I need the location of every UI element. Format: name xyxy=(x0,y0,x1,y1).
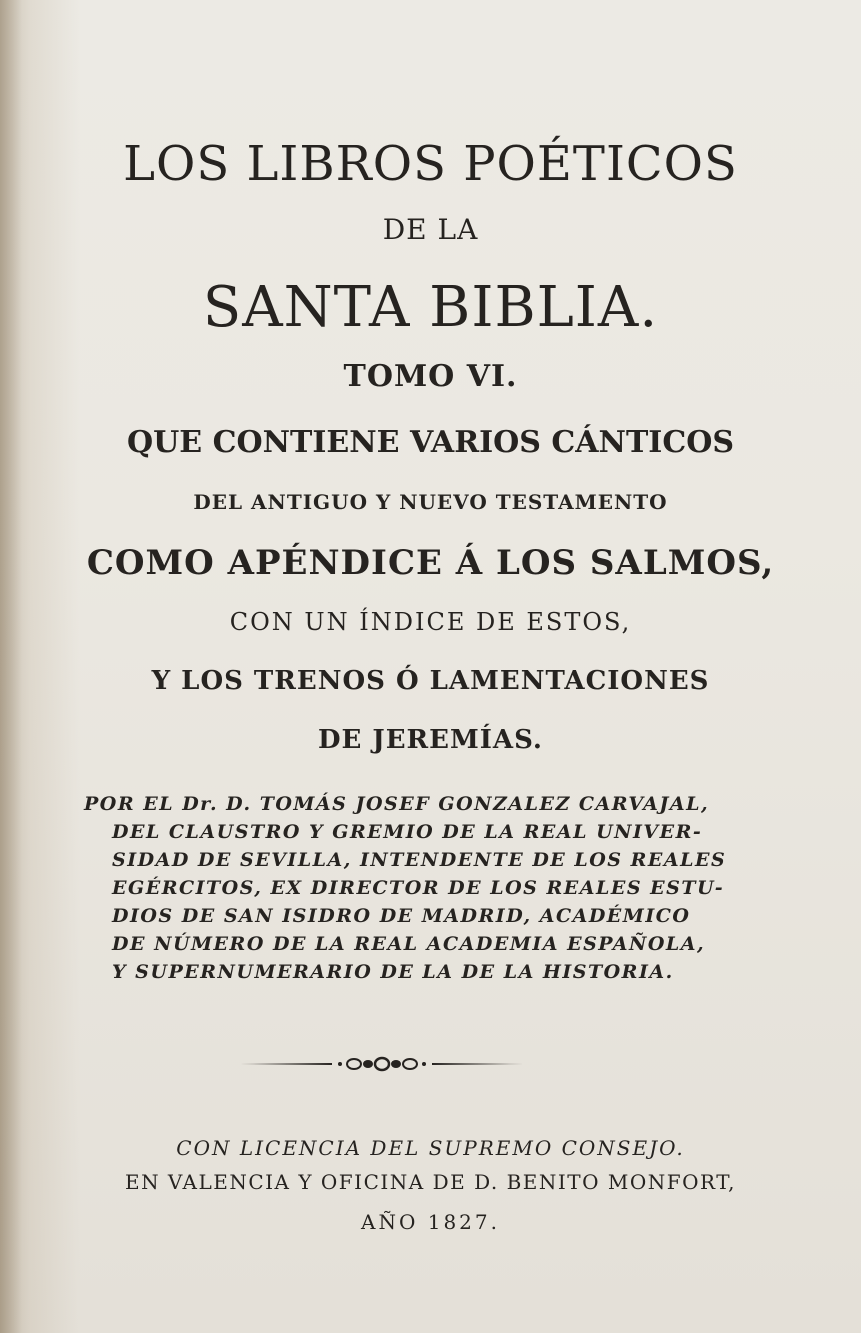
contents-line-2: DEL ANTIGUO Y NUEVO TESTAMENTO xyxy=(193,490,668,514)
imprint-printer: EN VALENCIA Y OFICINA DE D. BENITO MONFORT, xyxy=(124,1170,737,1194)
contents-line-1: QUE CONTIENE VARIOS CÁNTICOS xyxy=(126,425,735,460)
imprint-license: CON LICENCIA DEL SUPREMO CONSEJO. xyxy=(176,1136,685,1160)
author-line-1: POR EL Dr. D. TOMÁS JOSEF GONZALEZ CARVAJAL, xyxy=(84,793,710,815)
author-line-4: EGÉRCITOS, EX DIRECTOR DE LOS REALES ESTU- xyxy=(112,877,725,899)
title-line-3: SANTA BIBLIA. xyxy=(202,275,659,340)
contents-line-6: DE JEREMÍAS. xyxy=(318,725,543,755)
contents-line-5: Y LOS TRENOS Ó LAMENTACIONES xyxy=(151,666,710,696)
title-line-1: LOS LIBROS POÉTICOS xyxy=(123,136,738,192)
author-line-3: SIDAD DE SEVILLA, INTENDENTE DE LOS REALES xyxy=(112,849,727,871)
imprint-year: AÑO 1827. xyxy=(361,1210,500,1234)
author-line-5: DIOS DE SAN ISIDRO DE MADRID, ACADÉMICO xyxy=(112,905,691,927)
author-line-7: Y SUPERNUMERARIO DE LA DE LA HISTORIA. xyxy=(112,961,674,983)
ornament-divider xyxy=(236,1052,528,1076)
volume-label: TOMO VI. xyxy=(343,359,518,394)
author-line-6: DE NÚMERO DE LA REAL ACADEMIA ESPAÑOLA, xyxy=(112,933,706,955)
contents-line-3: COMO APÉNDICE Á LOS SALMOS, xyxy=(86,543,775,583)
title-line-2: DE LA xyxy=(382,213,479,246)
author-line-2: DEL CLAUSTRO Y GREMIO DE LA REAL UNIVER- xyxy=(112,821,703,843)
contents-line-4: CON UN ÍNDICE DE ESTOS, xyxy=(229,608,632,636)
author-block xyxy=(84,790,727,986)
